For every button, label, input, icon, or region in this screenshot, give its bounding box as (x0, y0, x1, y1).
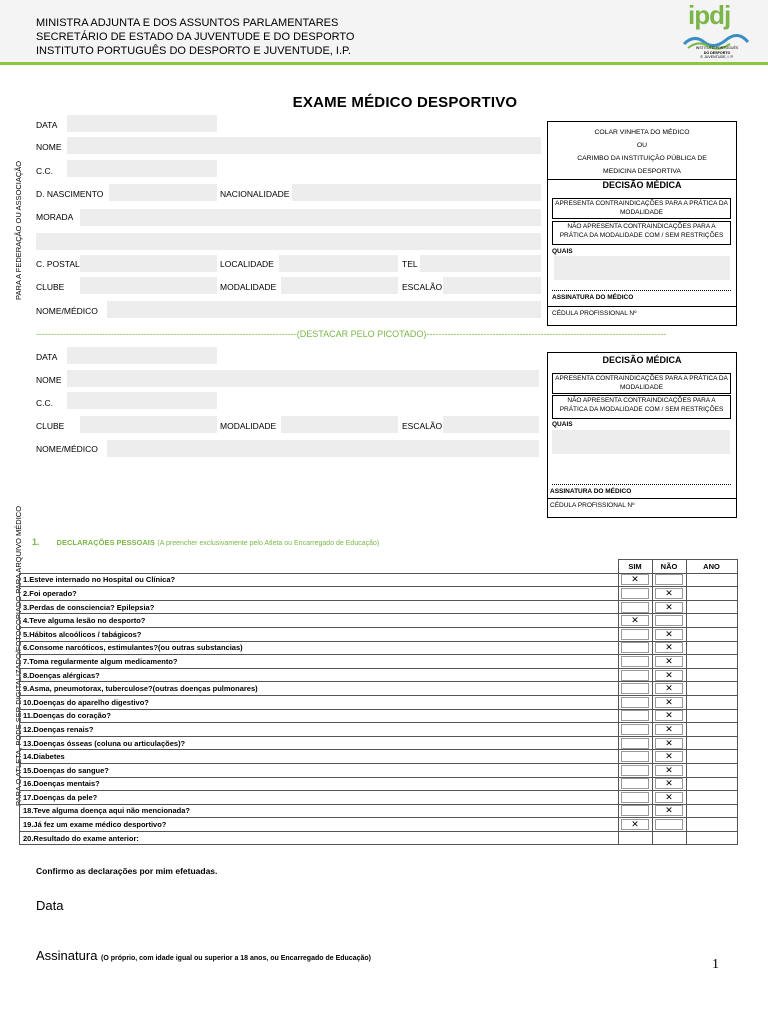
data-signature-label: Data (36, 898, 64, 913)
label-cc: C.C. (36, 166, 53, 176)
label-cc-2: C.C. (36, 398, 53, 408)
cut-line: ---------------------------------------------------------------------------------------(DESTACAR PELO PICOTADO)-------------------------------------------------------------------------------- (36, 329, 667, 339)
sim-checkbox[interactable] (621, 642, 649, 653)
table-row (20, 709, 738, 723)
label-cedula: CÉDULA PROFISSIONAL Nº (552, 310, 637, 317)
assinatura-note: (O próprio, com idade igual ou superior a 18 anos, ou Encarregado de Educação) (101, 955, 371, 962)
question-text: 8.Doenças alérgicas? (20, 668, 619, 682)
label-localidade: LOCALIDADE (220, 259, 274, 269)
option-contraindicacoes-2[interactable]: APRESENTA CONTRAINDICAÇÕES PARA A PRÁTICA DA MODALIDADE (552, 373, 731, 394)
ano-field[interactable] (686, 641, 737, 655)
stamp-line-4: MEDICINA DESPORTIVA (603, 168, 681, 175)
cell-sim (618, 736, 652, 750)
table-row (20, 587, 738, 601)
label-tel: TEL (402, 259, 418, 269)
label-cedula-2: CÉDULA PROFISSIONAL Nº (550, 502, 635, 509)
table-row (20, 682, 738, 696)
label-dnasc: D. NASCIMENTO (36, 189, 104, 199)
label-nome-medico: NOME/MÉDICO (36, 306, 98, 316)
nao-checkbox[interactable]: ✕ (655, 670, 683, 681)
sim-checkbox[interactable] (621, 683, 649, 694)
cell-nao (652, 695, 686, 709)
table-row (20, 777, 738, 791)
cell-nao (652, 682, 686, 696)
label-morada: MORADA (36, 212, 74, 222)
clube-field[interactable] (80, 277, 217, 294)
nao-checkbox[interactable]: ✕ (655, 792, 683, 803)
cell-nao (652, 614, 686, 628)
table-row (20, 668, 738, 682)
stamp-area (548, 122, 736, 178)
morada-field-2[interactable] (36, 233, 541, 250)
ano-field[interactable] (686, 614, 737, 628)
sim-checkbox[interactable] (621, 738, 649, 749)
header-nao: NÃO (652, 560, 686, 574)
cell-nao (652, 736, 686, 750)
option-sem-contraindicacoes[interactable]: NÃO APRESENTA CONTRAINDICAÇÕES PARA A PRÁTICA DA MODALIDADE COM / SEM RESTRIÇÕES (552, 221, 731, 245)
nome-field[interactable] (67, 137, 541, 154)
label-escalao-2: ESCALÃO (402, 421, 443, 431)
nome-field-2[interactable] (67, 370, 539, 387)
question-text: 9.Asma, pneumotorax, tuberculose?(outras doenças pulmonares) (20, 682, 619, 696)
nao-checkbox[interactable]: ✕ (655, 765, 683, 776)
nao-checkbox[interactable] (655, 615, 683, 626)
header-line-2: SECRETÁRIO DE ESTADO DA JUVENTUDE E DO DESPORTO (36, 31, 355, 43)
sim-checkbox[interactable] (621, 778, 649, 789)
table-row (20, 791, 738, 805)
cell-nao (652, 600, 686, 614)
logo-wordmark: ipdj (688, 0, 731, 30)
localidade-field[interactable] (279, 255, 398, 272)
cell-nao (652, 791, 686, 805)
ano-field[interactable] (686, 763, 737, 777)
stamp-line-3: CARIMBO DA INSTITUIÇÃO PÚBLICA DE (577, 155, 707, 162)
label-nome-2: NOME (36, 375, 62, 385)
question-text: 18.Teve alguma doença aqui não mencionada? (20, 804, 619, 818)
declaracoes-title: DECLARAÇÕES PESSOAIS (56, 538, 155, 547)
question-text: 2.Foi operado? (20, 587, 619, 601)
ano-field[interactable] (686, 723, 737, 737)
question-text: 5.Hábitos alcoólicos / tabágicos? (20, 627, 619, 641)
sim-checkbox[interactable] (621, 724, 649, 735)
cell-sim (618, 655, 652, 669)
question-text: 12.Doenças renais? (20, 723, 619, 737)
table-header-row (20, 560, 738, 574)
ano-field[interactable] (686, 627, 737, 641)
table-row (20, 614, 738, 628)
nao-checkbox[interactable] (655, 574, 683, 585)
nao-checkbox[interactable]: ✕ (655, 629, 683, 640)
cell-sim (618, 804, 652, 818)
table-row (20, 627, 738, 641)
ano-field[interactable] (686, 818, 737, 832)
question-text: 19.Já fez um exame médico desportivo? (20, 818, 619, 832)
modalidade-field[interactable] (281, 277, 398, 294)
nao-checkbox[interactable] (655, 819, 683, 830)
header-ano: ANO (686, 560, 737, 574)
cell-nao (652, 831, 686, 845)
sim-checkbox[interactable] (621, 710, 649, 721)
label-nome-medico-2: NOME/MÉDICO (36, 444, 98, 454)
cell-sim (618, 627, 652, 641)
dnasc-field[interactable] (109, 184, 217, 201)
cell-sim (618, 763, 652, 777)
page-title: EXAME MÉDICO DESPORTIVO (292, 94, 518, 111)
question-text: 14.Diabetes (20, 750, 619, 764)
table-row (20, 600, 738, 614)
cell-sim (618, 709, 652, 723)
escalao-field-2[interactable] (443, 416, 539, 433)
medical-decision-box-1 (547, 121, 737, 326)
nao-checkbox[interactable]: ✕ (655, 710, 683, 721)
label-modalidade: MODALIDADE (220, 282, 277, 292)
cell-sim (618, 723, 652, 737)
morada-field[interactable] (80, 209, 541, 226)
ano-field[interactable] (686, 587, 737, 601)
label-nome: NOME (36, 142, 62, 152)
header-sim: SIM (618, 560, 652, 574)
ipdj-logo (682, 2, 752, 60)
decisao-title: DECISÃO MÉDICA (602, 180, 682, 190)
ano-field[interactable] (686, 750, 737, 764)
nao-checkbox[interactable]: ✕ (655, 724, 683, 735)
cell-nao (652, 655, 686, 669)
declaracoes-number: 1. (32, 537, 40, 547)
escalao-field[interactable] (443, 277, 541, 294)
cell-nao (652, 573, 686, 587)
cell-sim (618, 682, 652, 696)
header-line-1: MINISTRA ADJUNTA E DOS ASSUNTOS PARLAMENTARES (36, 17, 339, 29)
nome-medico-field-2[interactable] (107, 440, 539, 457)
sim-checkbox[interactable]: ✕ (621, 574, 649, 585)
modalidade-field-2[interactable] (281, 416, 398, 433)
question-text: 4.Teve alguma lesão no desporto? (20, 614, 619, 628)
sim-checkbox[interactable] (621, 629, 649, 640)
sim-checkbox[interactable] (621, 751, 649, 762)
cell-sim (618, 614, 652, 628)
cell-sim (618, 573, 652, 587)
data-field-2[interactable] (67, 347, 217, 364)
ano-field[interactable] (686, 831, 737, 845)
cell-nao (652, 587, 686, 601)
sim-checkbox[interactable] (621, 805, 649, 816)
option-sem-contraindicacoes-2[interactable]: NÃO APRESENTA CONTRAINDICAÇÕES PARA A PRÁTICA DA MODALIDADE COM / SEM RESTRIÇÕES (552, 395, 731, 419)
sim-checkbox[interactable] (621, 765, 649, 776)
nao-checkbox[interactable]: ✕ (655, 738, 683, 749)
question-text: 13.Doenças ósseas (coluna ou articulações)? (20, 736, 619, 750)
label-clube: CLUBE (36, 282, 65, 292)
nao-checkbox[interactable]: ✕ (655, 656, 683, 667)
nao-checkbox[interactable]: ✕ (655, 683, 683, 694)
declaracoes-heading (32, 537, 379, 547)
question-text: 10.Doenças do aparelho digestivo? (20, 695, 619, 709)
sim-checkbox[interactable] (621, 670, 649, 681)
decisao-title-2: DECISÃO MÉDICA (602, 355, 682, 365)
ano-field[interactable] (686, 709, 737, 723)
label-quais-2: QUAIS (552, 421, 573, 428)
ano-field[interactable] (686, 791, 737, 805)
cell-nao (652, 750, 686, 764)
nao-checkbox[interactable]: ✕ (655, 697, 683, 708)
logo-sub-1: INSTITUTO PORTUGUÊS (695, 46, 739, 50)
sim-checkbox[interactable] (621, 697, 649, 708)
declaracoes-table (19, 559, 738, 845)
cell-sim (618, 750, 652, 764)
header-divider (0, 62, 768, 65)
label-data-2: DATA (36, 352, 58, 362)
nao-checkbox[interactable]: ✕ (655, 588, 683, 599)
cell-sim (618, 641, 652, 655)
label-assinatura-medico-2: ASSINATURA DO MÉDICO (550, 488, 632, 495)
label-quais: QUAIS (552, 248, 573, 255)
question-text: 20.Resultado do exame anterior: (20, 831, 619, 845)
ano-field[interactable] (686, 573, 737, 587)
cell-sim (618, 587, 652, 601)
assinatura-label: Assinatura (36, 948, 98, 963)
label-assinatura-medico: ASSINATURA DO MÉDICO (552, 294, 634, 301)
ano-field[interactable] (686, 695, 737, 709)
cell-nao (652, 641, 686, 655)
table-row (20, 818, 738, 832)
table-row (20, 695, 738, 709)
cell-nao (652, 818, 686, 832)
cpostal-field[interactable] (80, 255, 217, 272)
cell-sim (618, 777, 652, 791)
side-label-bottom: PARA O ATLETA, PODE SER DIGITALIZADO/FOTOCOPIADO PARA ARQUIVO MÉDICO (14, 505, 23, 806)
cell-nao (652, 709, 686, 723)
data-field[interactable] (67, 115, 217, 132)
question-text: 1.Esteve internado no Hospital ou Clínica? (20, 573, 619, 587)
cell-sim (618, 831, 652, 845)
nao-checkbox[interactable]: ✕ (655, 602, 683, 613)
cell-nao (652, 627, 686, 641)
header-line-3: INSTITUTO PORTUGUÊS DO DESPORTO E JUVENTUDE, I.P. (36, 45, 351, 57)
quais-field[interactable] (554, 256, 730, 280)
medical-decision-box-2 (547, 352, 737, 518)
nao-checkbox[interactable]: ✕ (655, 805, 683, 816)
table-row (20, 573, 738, 587)
label-cpostal: C. POSTAL (36, 259, 80, 269)
option-contraindicacoes[interactable]: APRESENTA CONTRAINDICAÇÕES PARA A PRÁTICA DA MODALIDADE (552, 198, 731, 219)
table-row (20, 641, 738, 655)
cell-nao (652, 668, 686, 682)
cell-sim (618, 600, 652, 614)
ano-field[interactable] (686, 736, 737, 750)
ano-field[interactable] (686, 682, 737, 696)
table-row (20, 736, 738, 750)
header-text (36, 16, 354, 58)
side-label-top: PARA A FEDERAÇÃO OU ASSOCIAÇÃO (14, 160, 23, 300)
ano-field[interactable] (686, 804, 737, 818)
table-row (20, 750, 738, 764)
label-modalidade-2: MODALIDADE (220, 421, 277, 431)
label-escalao: ESCALÃO (402, 282, 443, 292)
cell-nao (652, 777, 686, 791)
nome-medico-field[interactable] (107, 301, 541, 318)
nacionalidade-field[interactable] (292, 184, 541, 201)
stamp-line-1: COLAR VINHETA DO MÉDICO (594, 129, 690, 136)
table-row (20, 763, 738, 777)
ano-field[interactable] (686, 668, 737, 682)
stamp-line-2: OU (636, 142, 648, 149)
nao-checkbox[interactable]: ✕ (655, 751, 683, 762)
sim-checkbox[interactable] (621, 792, 649, 803)
quais-field-2[interactable] (552, 430, 730, 454)
sim-checkbox[interactable]: ✕ (621, 819, 649, 830)
cell-sim (618, 695, 652, 709)
label-clube-2: CLUBE (36, 421, 65, 431)
confirmation-text: Confirmo as declarações por mim efetuadas. (36, 866, 218, 876)
sim-checkbox[interactable] (621, 602, 649, 613)
assinatura-line (36, 948, 371, 963)
cell-sim (618, 818, 652, 832)
cell-sim (618, 791, 652, 805)
question-text: 15.Doenças do sangue? (20, 763, 619, 777)
ano-field[interactable] (686, 777, 737, 791)
question-text: 17.Doenças da pele? (20, 791, 619, 805)
table-row (20, 831, 738, 845)
question-text: 3.Perdas de consciencia? Epilepsia? (20, 600, 619, 614)
page-number: 1 (712, 957, 719, 972)
sim-checkbox[interactable]: ✕ (621, 615, 649, 626)
logo-sub-2: DO DESPORTO (703, 50, 731, 55)
nao-checkbox[interactable]: ✕ (655, 642, 683, 653)
cell-nao (652, 804, 686, 818)
tel-field[interactable] (420, 255, 541, 272)
logo-sub-3: E JUVENTUDE, I. P. (700, 55, 734, 59)
ano-field[interactable] (686, 655, 737, 669)
nao-checkbox[interactable]: ✕ (655, 778, 683, 789)
cell-nao (652, 763, 686, 777)
sim-checkbox[interactable] (621, 588, 649, 599)
table-row (20, 804, 738, 818)
table-row (20, 723, 738, 737)
label-data: DATA (36, 120, 58, 130)
clube-field-2[interactable] (80, 416, 217, 433)
question-text: 6.Consome narcóticos, estimulantes?(ou outras substancias) (20, 641, 619, 655)
ano-field[interactable] (686, 600, 737, 614)
label-nacionalidade: NACIONALIDADE (220, 189, 290, 199)
question-text: 11.Doenças do coração? (20, 709, 619, 723)
sim-checkbox[interactable] (621, 656, 649, 667)
cell-nao (652, 723, 686, 737)
question-text: 7.Toma regularmente algum medicamento? (20, 655, 619, 669)
table-row (20, 655, 738, 669)
cc-field-2[interactable] (67, 392, 217, 409)
cc-field[interactable] (67, 160, 217, 177)
question-text: 16.Doenças mentais? (20, 777, 619, 791)
cell-sim (618, 668, 652, 682)
declaracoes-subtitle: (A preencher exclusivamente pelo Atleta ou Encarregado de Educação) (157, 540, 380, 547)
